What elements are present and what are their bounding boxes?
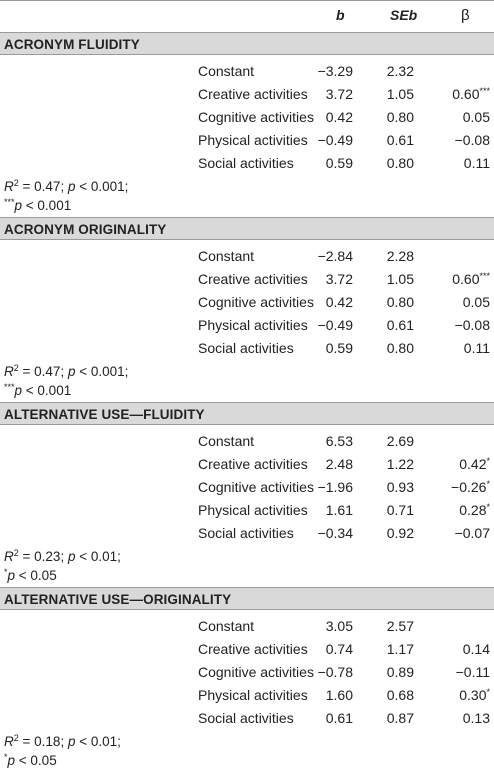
predictor-label: Social activities xyxy=(198,155,294,171)
coef-b: 0.74 xyxy=(325,641,353,657)
beta-value: 0.30 xyxy=(459,687,487,703)
table-row xyxy=(0,245,494,268)
significance-stars: * xyxy=(486,687,490,697)
coef-seb: 0.93 xyxy=(386,479,414,495)
r2-note: $R^2 = 0.18$; p < 0.01; xyxy=(4,733,121,749)
beta-value: −0.26 xyxy=(451,479,487,495)
section-title: ALTERNATIVE USE—FLUIDITY xyxy=(0,402,494,425)
predictor-label: Constant xyxy=(198,618,255,634)
predictor-label: Creative activities xyxy=(198,86,308,102)
coef-seb: 2.57 xyxy=(386,618,414,634)
predictor-label: Constant xyxy=(198,248,255,264)
coef-seb: 0.80 xyxy=(386,294,414,310)
sig-note-stars: *** xyxy=(4,382,15,392)
r2-note: $R^2 = 0.47$; p < 0.001; xyxy=(4,178,129,194)
table-row xyxy=(0,707,494,730)
coef-seb: 0.80 xyxy=(386,155,414,171)
coef-b: −0.49 xyxy=(317,132,353,148)
coef-seb: 2.28 xyxy=(386,248,414,264)
table-header xyxy=(0,1,494,32)
coef-b: 0.61 xyxy=(325,710,353,726)
beta-value: 0.60 xyxy=(452,271,480,287)
table-row xyxy=(0,268,494,291)
beta-value: 0.11 xyxy=(463,340,490,356)
table-row xyxy=(0,129,494,152)
sig-note: *p < 0.05 xyxy=(4,567,57,583)
beta-value: 0.05 xyxy=(462,294,490,310)
header-b: b xyxy=(336,7,345,23)
predictor-label: Social activities xyxy=(198,710,294,726)
coef-beta xyxy=(455,129,490,152)
p-value: 0.001 xyxy=(90,364,125,379)
predictor-label: Physical activities xyxy=(198,132,308,148)
significance-stars: *** xyxy=(479,271,490,281)
predictor-label: Cognitive activities xyxy=(198,109,314,125)
coef-seb: 0.92 xyxy=(386,525,414,541)
coef-b: 1.61 xyxy=(325,502,353,518)
section-rows xyxy=(0,610,494,730)
section-rows xyxy=(0,425,494,545)
coef-b: −2.84 xyxy=(317,248,353,264)
beta-value: −0.07 xyxy=(454,525,490,541)
coef-b: 3.05 xyxy=(325,618,353,634)
coef-seb: 2.69 xyxy=(386,433,414,449)
table-row xyxy=(0,684,494,707)
coef-b: −0.34 xyxy=(317,525,353,541)
beta-value: 0.28 xyxy=(459,502,487,518)
coef-b: −0.49 xyxy=(317,317,353,333)
sig-note-stars: * xyxy=(4,752,8,762)
r2-value: 0.23 xyxy=(34,549,61,564)
sig-note-p: 0.001 xyxy=(37,383,72,398)
predictor-label: Cognitive activities xyxy=(198,664,314,680)
beta-value: 0.11 xyxy=(463,155,490,171)
coef-b: 0.42 xyxy=(325,109,353,125)
table-row xyxy=(0,152,494,175)
sig-note: *p < 0.05 xyxy=(4,752,57,768)
sig-note-stars: *** xyxy=(4,197,15,207)
coef-beta xyxy=(456,661,490,684)
coef-beta xyxy=(463,106,490,129)
beta-value: 0.14 xyxy=(462,641,490,657)
significance-stars: * xyxy=(486,479,490,489)
coef-b: 3.72 xyxy=(325,86,353,102)
table-row xyxy=(0,430,494,453)
predictor-label: Constant xyxy=(198,63,255,79)
section-rows xyxy=(0,55,494,175)
coef-seb: 0.87 xyxy=(386,710,414,726)
section-notes xyxy=(0,730,494,772)
table-row xyxy=(0,615,494,638)
coef-seb: 1.17 xyxy=(386,641,414,657)
section-notes xyxy=(0,175,494,217)
table-row xyxy=(0,522,494,545)
coef-beta xyxy=(464,337,490,360)
beta-value: −0.11 xyxy=(455,664,490,680)
predictor-label: Social activities xyxy=(198,340,294,356)
beta-value: −0.08 xyxy=(454,317,490,333)
coef-b: −0.78 xyxy=(317,664,353,680)
table-row xyxy=(0,661,494,684)
coef-seb: 0.68 xyxy=(386,687,414,703)
coef-beta xyxy=(452,83,490,106)
coef-beta xyxy=(451,476,490,499)
coef-seb: 2.32 xyxy=(386,63,414,79)
coef-seb: 1.05 xyxy=(386,271,414,287)
table-row xyxy=(0,499,494,522)
beta-value: 0.42 xyxy=(459,456,487,472)
coef-beta xyxy=(464,152,490,175)
predictor-label: Physical activities xyxy=(198,687,308,703)
p-value: 0.01 xyxy=(90,734,118,749)
significance-stars: * xyxy=(486,502,490,512)
coef-b: 6.53 xyxy=(325,433,353,449)
table-row xyxy=(0,60,494,83)
beta-value: 0.13 xyxy=(462,710,490,726)
table-row xyxy=(0,476,494,499)
coef-seb: 0.71 xyxy=(386,502,414,518)
coef-seb: 1.05 xyxy=(386,86,414,102)
significance-stars: * xyxy=(486,456,490,466)
table-row xyxy=(0,638,494,661)
sig-note: ***p < 0.001 xyxy=(4,197,72,213)
r2-note: $R^2 = 0.23$; p < 0.01; xyxy=(4,548,121,564)
predictor-label: Constant xyxy=(198,433,255,449)
table-row xyxy=(0,106,494,129)
predictor-label: Physical activities xyxy=(198,502,308,518)
coef-beta xyxy=(459,453,490,476)
coef-beta xyxy=(463,291,490,314)
coef-beta xyxy=(459,499,490,522)
beta-value: 0.05 xyxy=(462,109,490,125)
coef-b: 0.59 xyxy=(325,340,353,356)
coef-seb: 0.89 xyxy=(386,664,414,680)
table-body xyxy=(0,32,494,772)
coef-beta xyxy=(452,268,490,291)
predictor-label: Physical activities xyxy=(198,317,308,333)
sig-note: ***p < 0.001 xyxy=(4,382,72,398)
coef-b: 1.60 xyxy=(325,687,353,703)
coef-seb: 1.22 xyxy=(386,456,414,472)
beta-value: −0.08 xyxy=(454,132,490,148)
p-value: 0.001 xyxy=(90,179,125,194)
coef-b: 0.59 xyxy=(325,155,353,171)
sig-note-p: 0.05 xyxy=(30,568,57,583)
beta-value: 0.60 xyxy=(452,86,480,102)
coef-b: −1.96 xyxy=(317,479,353,495)
coef-beta xyxy=(455,314,490,337)
coef-b: 0.42 xyxy=(325,294,353,310)
table-row xyxy=(0,453,494,476)
predictor-label: Cognitive activities xyxy=(198,479,314,495)
predictor-label: Social activities xyxy=(198,525,294,541)
predictor-label: Creative activities xyxy=(198,456,308,472)
predictor-label: Cognitive activities xyxy=(198,294,314,310)
r2-value: 0.18 xyxy=(34,734,61,749)
section-title: ALTERNATIVE USE—ORIGINALITY xyxy=(0,587,494,610)
header-seb: SEb xyxy=(390,7,418,23)
coef-beta xyxy=(463,707,490,730)
coef-seb: 0.80 xyxy=(386,109,414,125)
coef-b: −3.29 xyxy=(317,63,353,79)
predictor-label: Creative activities xyxy=(198,271,308,287)
coef-beta xyxy=(463,638,490,661)
coef-b: 3.72 xyxy=(325,271,353,287)
section-notes xyxy=(0,360,494,402)
significance-stars: *** xyxy=(479,86,490,96)
r2-value: 0.47 xyxy=(34,179,61,194)
sig-note-stars: * xyxy=(4,567,8,577)
coef-beta xyxy=(459,684,490,707)
sig-note-p: 0.05 xyxy=(30,753,57,768)
predictor-label: Creative activities xyxy=(198,641,308,657)
r2-note: $R^2 = 0.47$; p < 0.001; xyxy=(4,363,129,379)
section-rows xyxy=(0,240,494,360)
header-beta: β xyxy=(461,7,470,24)
table-row xyxy=(0,337,494,360)
table-row xyxy=(0,314,494,337)
section-title: ACRONYM FLUIDITY xyxy=(0,32,494,55)
table-row xyxy=(0,291,494,314)
sig-note-p: 0.001 xyxy=(37,198,72,213)
table-row xyxy=(0,83,494,106)
coef-b: 2.48 xyxy=(325,456,353,472)
coef-seb: 0.80 xyxy=(386,340,414,356)
coef-beta xyxy=(455,522,490,545)
coef-seb: 0.61 xyxy=(386,132,414,148)
p-value: 0.01 xyxy=(90,549,118,564)
r2-value: 0.47 xyxy=(34,364,61,379)
section-title: ACRONYM ORIGINALITY xyxy=(0,217,494,240)
coef-seb: 0.61 xyxy=(386,317,414,333)
section-notes xyxy=(0,545,494,587)
